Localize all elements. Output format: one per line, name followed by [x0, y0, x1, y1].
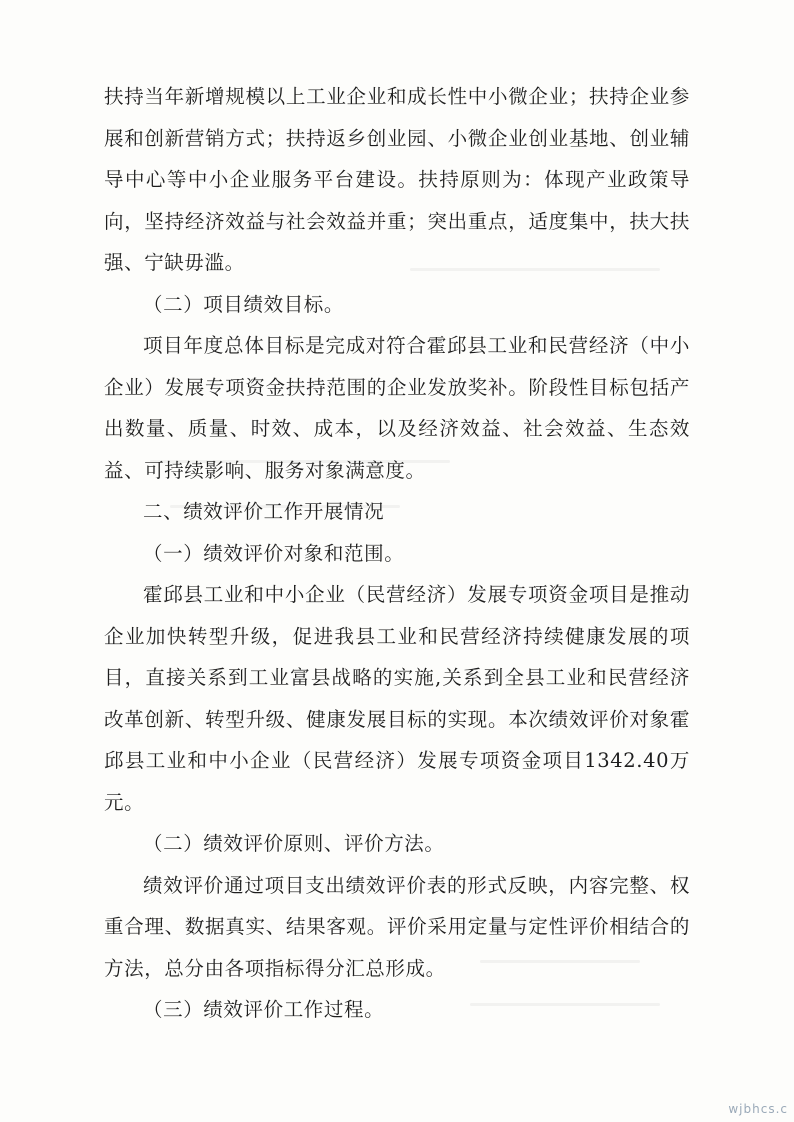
- body-text: [104, 76, 690, 1031]
- heading-evaluation-method: （二）绩效评价原则、评价方法。: [143, 832, 445, 855]
- heading-evaluation-work: 二、绩效评价工作开展情况: [143, 500, 385, 523]
- heading-evaluation-scope: （一）绩效评价对象和范围。: [143, 541, 405, 565]
- heading-project-goals: （二）项目绩效目标。: [143, 292, 345, 316]
- heading-evaluation-process: （三）绩效评价工作过程。: [143, 998, 385, 1021]
- site-watermark: wjbhcs.c: [728, 1102, 788, 1116]
- paragraph-project-goals: 项目年度总体目标是完成对符合霍邱县工业和民营经济（中小企业）发展专项资金扶持范围的企业发放奖补。阶段性目标包括产出数量、质量、时效、成本，以及经济效益、社会效益、生态效益、可持续影响、服务对象满意度。: [104, 334, 690, 482]
- paragraph-evaluation-method: 绩效评价通过项目支出绩效评价表的形式反映，内容完整、权重合理、数据真实、结果客观。评价采用定量与定性评价相结合的方法，总分由各项指标得分汇总形成。: [104, 873, 690, 980]
- paragraph-support-scope: 扶持当年新增规模以上工业企业和成长性中小微企业；扶持企业参展和创新营销方式；扶持返乡创业园、小微企业创业基地、创业辅导中心等中小企业服务平台建设。扶持原则为：体现产业政策导向，坚持经济效益与社会效益并重；突出重点，适度集中，扶大扶强、宁缺毋滥。: [104, 85, 690, 274]
- paragraph-evaluation-scope: 霍邱县工业和中小企业（民营经济）发展专项资金项目是推动企业加快转型升级，促进我县工业和民营经济持续健康发展的项目，直接关系到工业富县战略的实施,关系到全县工业和民营经济改革创新、转型升级、健康发展目标的实现。本次绩效评价对象霍邱县工业和中小企业（民营经济）发展专项资金项目1342.40万元。: [104, 583, 690, 814]
